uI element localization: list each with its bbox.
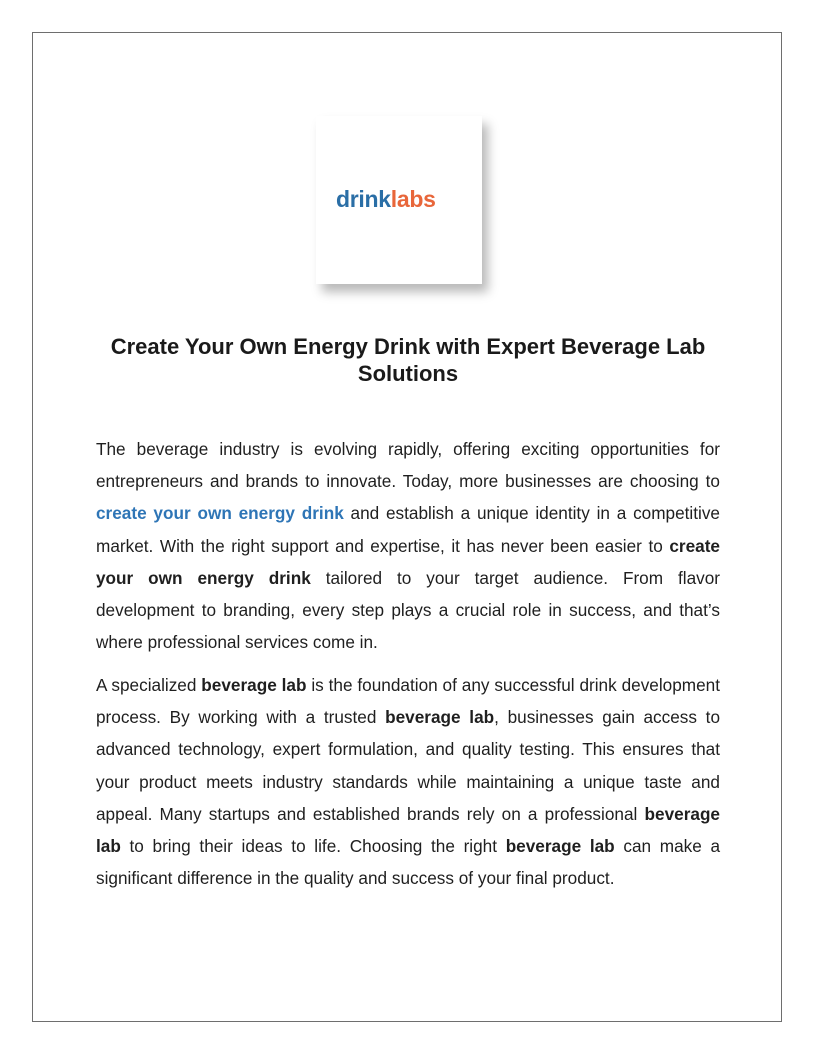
paragraph-lab-text-3: , businesses gain access to advanced technology, expert formulation, and quality testing. This ensures that your product meets industry standards while maintaining a unique taste and appeal. Many startups and established brands rely on a professional [96,707,721,824]
paragraph-intro [96,433,720,658]
beverage-lab-bold-2: beverage lab [385,707,495,728]
beverage-lab-bold-1: beverage lab [201,675,307,695]
paragraph-intro-text-2: and establish a unique identity in a competitive market. With the right support and expertise, it has never been easier to [96,503,720,556]
paragraph-lab-text-5: can make a significant difference in the quality and success of your final product. [96,836,721,889]
page-title: Create Your Own Energy Drink with Expert Beverage Lab Solutions [110,334,706,386]
create-energy-drink-bold: create your own energy drink [96,535,720,588]
paragraph-beverage-lab [96,669,720,894]
paragraph-intro-text-3: tailored to your target audience. From flavor development to branding, every step plays a crucial role in success, and that’s where professional services come in. [96,567,721,653]
logo-card [316,116,482,284]
beverage-lab-bold-3: beverage lab [96,803,720,857]
logo-text-drink: drink [336,186,391,212]
paragraph-lab-text-2: is the foundation of any successful drink development process. By working with a trusted [96,675,720,728]
logo-text-labs: labs [390,186,436,212]
paragraph-lab-text-1: A specialized [96,675,202,695]
paragraph-intro-text-1: The beverage industry is evolving rapidly, offering exciting opportunities for entrepreneurs and brands to innovate. Today, more businesses are choosing to [96,439,720,492]
drinklabs-logo [336,186,436,212]
paragraph-lab-text-4: to bring their ideas to life. Choosing the right [120,836,506,857]
beverage-lab-bold-4: beverage lab [505,836,615,857]
create-energy-drink-link[interactable]: create your own energy drink [96,503,344,524]
